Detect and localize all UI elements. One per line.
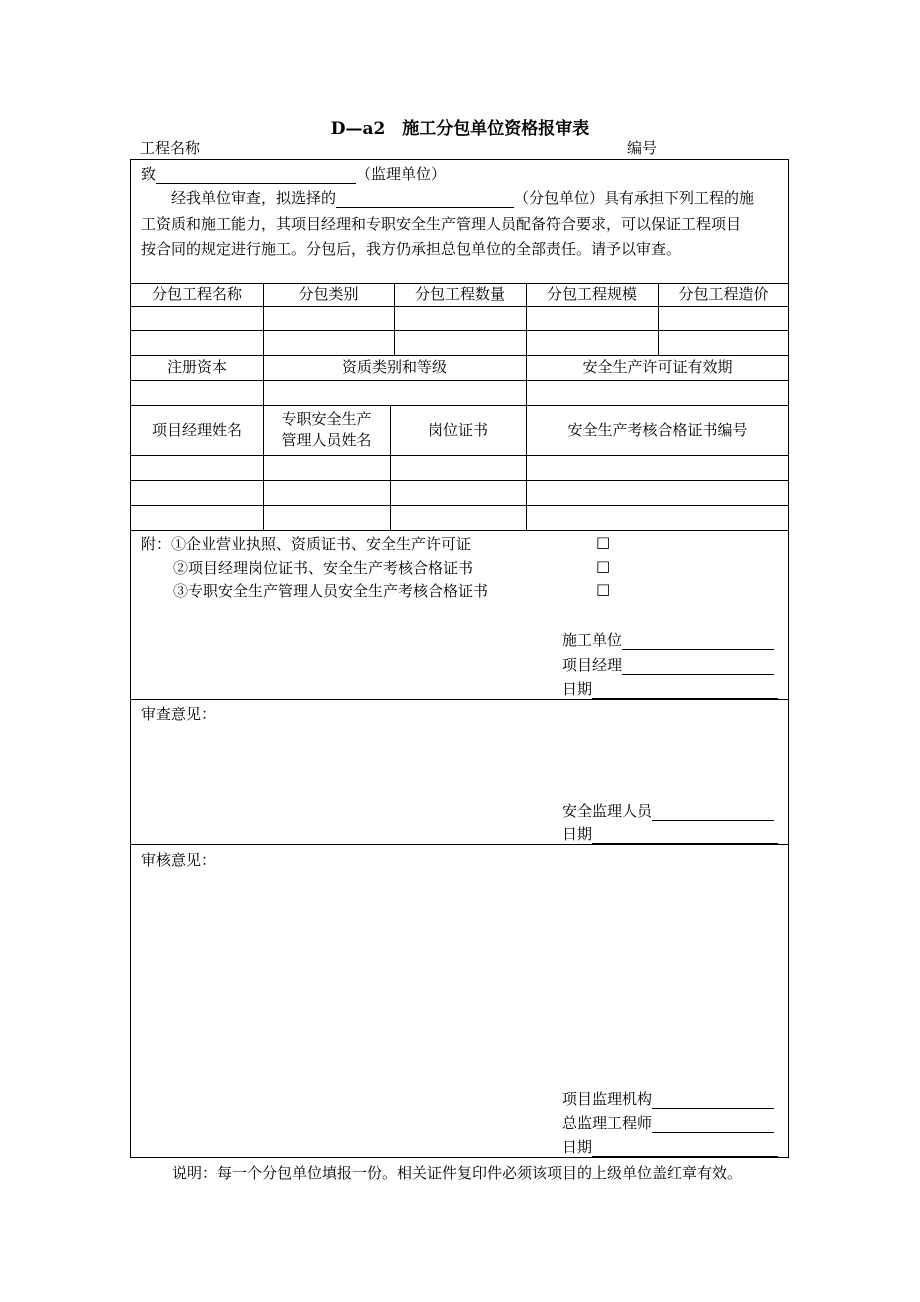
review-date-label: 日期 <box>562 825 593 843</box>
form-title: D—a2 施工分包单位资格报审表 <box>330 119 590 139</box>
to-line <box>141 163 446 184</box>
th-safety-license: 安全生产许可证有效期 <box>582 358 733 376</box>
contractor-date-label: 日期 <box>562 680 593 698</box>
safety-supervisor-blank[interactable] <box>652 802 774 821</box>
intro-line-2: 工资质和施工能力，其项目经理和专职安全生产管理人员配备符合要求，可以保证工程项目 <box>141 215 742 233</box>
checkbox-1[interactable]: □ <box>596 533 611 551</box>
contractor-manager-blank[interactable] <box>622 656 774 675</box>
intro-line-1-pre: 经我单位审查，拟选择的 <box>171 189 337 207</box>
supervision-org-blank[interactable] <box>652 1090 774 1109</box>
th-safety-staff-name <box>263 405 390 455</box>
review-date-field <box>562 823 778 844</box>
subcontractor-blank[interactable] <box>336 189 514 208</box>
contractor-manager-field <box>562 654 774 675</box>
th-manager-name: 项目经理姓名 <box>151 420 242 439</box>
th-subcontract-name: 分包工程名称 <box>151 285 242 303</box>
th-safety-staff-line1: 专职安全生产 <box>281 410 372 428</box>
report-form <box>130 159 789 1158</box>
supervision-org-label: 项目监理机构 <box>562 1090 653 1108</box>
number-label: 编号 <box>627 139 658 157</box>
audit-date-label: 日期 <box>562 1138 593 1156</box>
attachment-1-text: ①企业营业执照、资质证书、安全生产许可证 <box>171 535 472 553</box>
project-name-label: 工程名称 <box>140 139 201 157</box>
intro-line-1 <box>171 187 754 208</box>
audit-date-blank[interactable] <box>592 1138 778 1157</box>
contractor-unit-label: 施工单位 <box>562 631 623 649</box>
chief-engineer-label: 总监理工程师 <box>562 1114 653 1132</box>
attachment-3: ③专职安全生产管理人员安全生产考核合格证书 <box>173 582 489 600</box>
supervisor-unit-label: （监理单位） <box>356 165 447 183</box>
attachment-2: ②项目经理岗位证书、安全生产考核合格证书 <box>173 559 474 577</box>
contractor-unit-field <box>562 629 774 650</box>
supervisor-unit-blank[interactable] <box>156 165 356 184</box>
th-subcontract-quantity: 分包工程数量 <box>414 285 505 303</box>
contractor-date-field <box>562 678 778 699</box>
audit-label: 审核意见： <box>141 851 217 869</box>
safety-supervisor-field <box>562 800 774 821</box>
th-assessment-number: 安全生产考核合格证书编号 <box>567 420 748 439</box>
th-subcontract-type: 分包类别 <box>298 285 359 303</box>
intro-line-3: 按合同的规定进行施工。分包后，我方仍承担总包单位的全部责任。请予以审查。 <box>141 240 682 258</box>
to-label: 致 <box>141 165 157 183</box>
contractor-date-blank[interactable] <box>592 680 778 699</box>
footnote: 说明：每一个分包单位填报一份。相关证件复印件必须该项目的上级单位盖红章有效。 <box>172 1164 743 1182</box>
safety-supervisor-label: 安全监理人员 <box>562 802 653 820</box>
supervision-org-field <box>562 1088 774 1109</box>
th-qualification: 资质类别和等级 <box>341 358 447 376</box>
intro-line-1-post: （分包单位）具有承担下列工程的施 <box>514 189 755 207</box>
th-subcontract-scale: 分包工程规模 <box>546 285 637 303</box>
th-registered-capital: 注册资本 <box>166 358 227 376</box>
contractor-manager-label: 项目经理 <box>562 656 623 674</box>
th-post-certificate: 岗位证书 <box>427 420 488 439</box>
review-date-blank[interactable] <box>592 825 778 844</box>
checkbox-3[interactable]: □ <box>596 580 611 598</box>
th-safety-staff-line2: 管理人员姓名 <box>281 431 372 449</box>
checkbox-2[interactable]: □ <box>596 557 611 575</box>
review-label: 审查意见： <box>141 705 217 723</box>
contractor-unit-blank[interactable] <box>622 631 774 650</box>
chief-engineer-field <box>562 1112 774 1133</box>
attachments-label: 附： <box>141 535 172 553</box>
th-subcontract-cost: 分包工程造价 <box>678 285 769 303</box>
audit-date-field <box>562 1136 778 1157</box>
chief-engineer-blank[interactable] <box>652 1114 774 1133</box>
attachment-1 <box>141 533 471 554</box>
